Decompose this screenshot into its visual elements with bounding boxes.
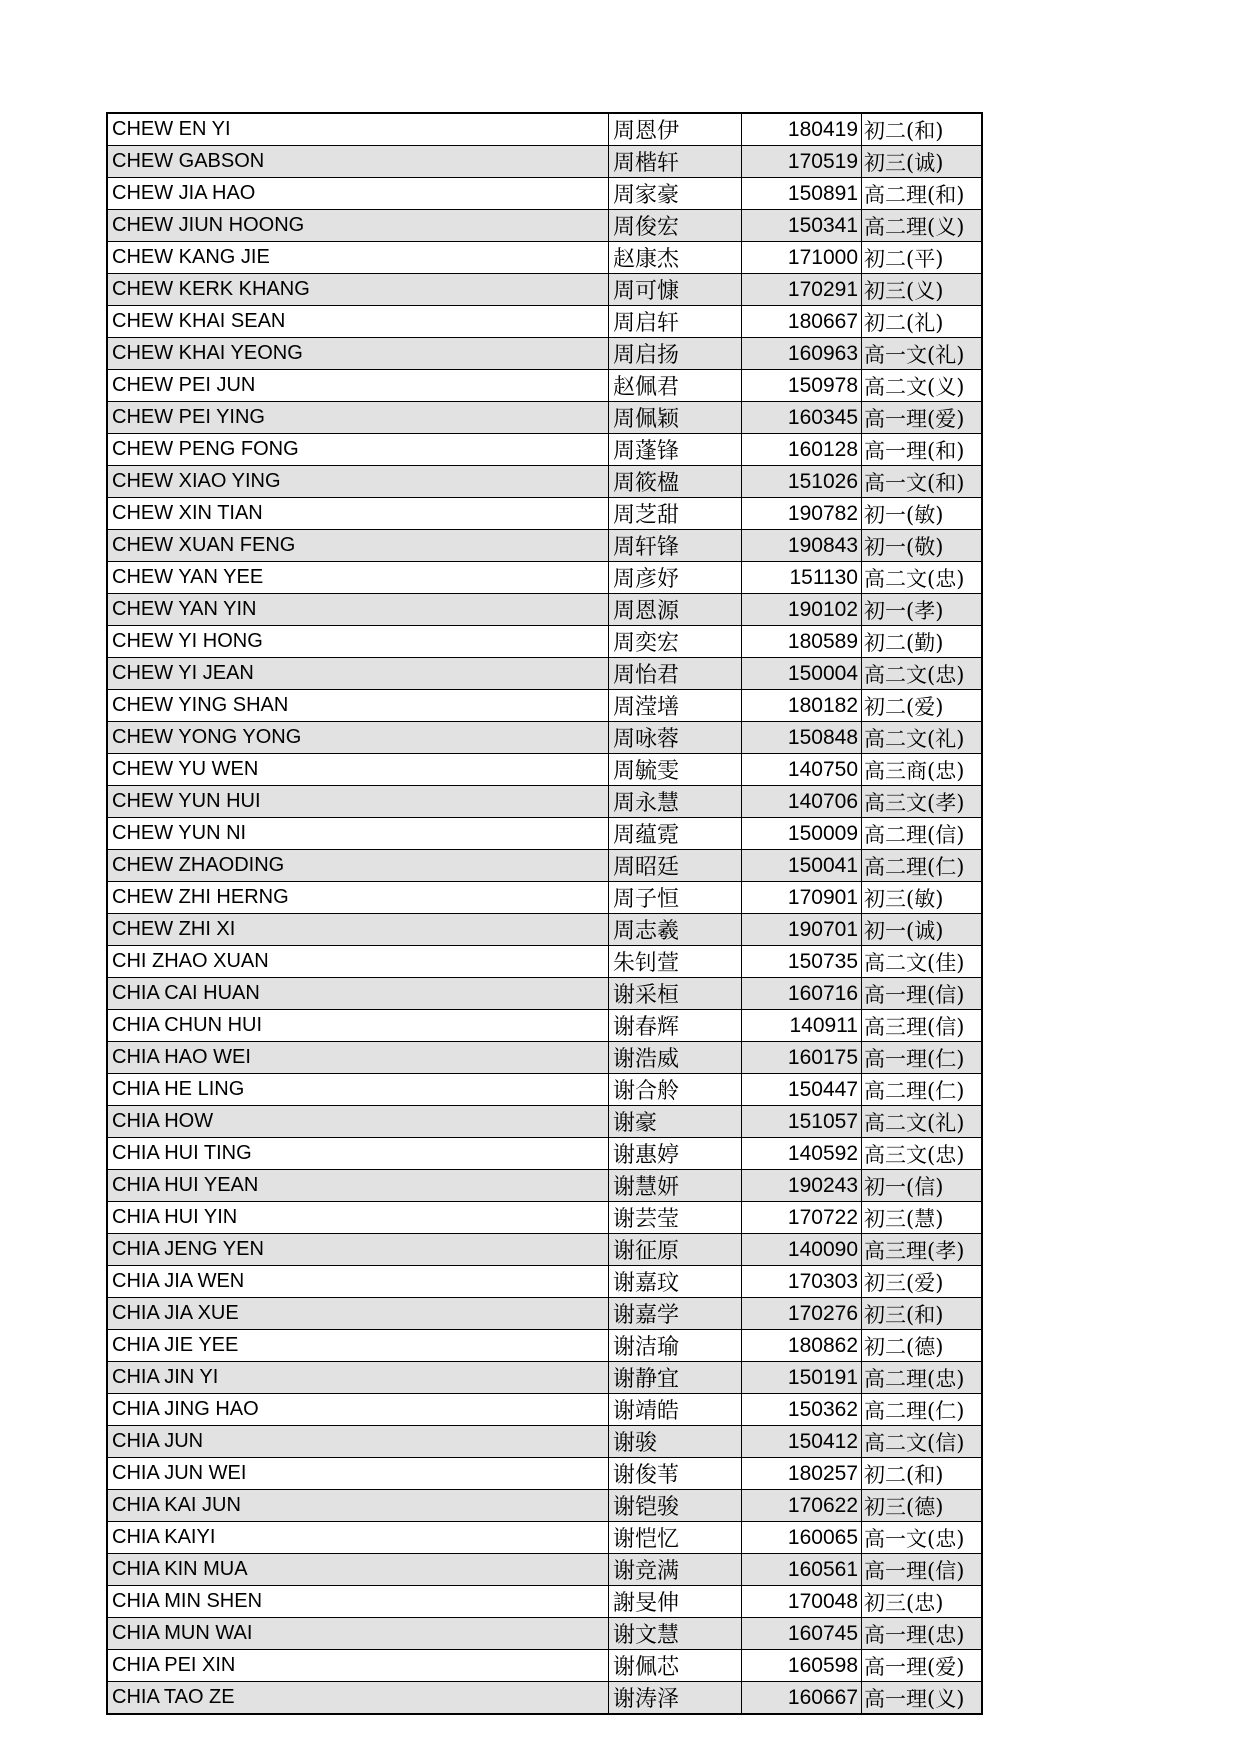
table-row <box>107 594 982 626</box>
student-id-cell: 150848 <box>742 722 862 754</box>
table-row <box>107 1202 982 1234</box>
student-id-cell: 190782 <box>742 498 862 530</box>
table-row <box>107 1650 982 1682</box>
student-id-cell: 170519 <box>742 146 862 178</box>
table-row <box>107 1618 982 1650</box>
student-name-cell: CHIA HUI TING <box>107 1138 609 1170</box>
student-name-cell: CHEW KANG JIE <box>107 242 609 274</box>
student-name-cell: CHIA KIN MUA <box>107 1554 609 1586</box>
student-name-cell: CHIA CHUN HUI <box>107 1010 609 1042</box>
table-row <box>107 274 982 306</box>
student-id-cell: 180419 <box>742 113 862 146</box>
student-id-cell: 180667 <box>742 306 862 338</box>
chinese-name-cell: 周怡君 <box>609 658 742 690</box>
student-name-cell: CHEW ZHI XI <box>107 914 609 946</box>
student-name-cell: CHIA JIN YI <box>107 1362 609 1394</box>
class-cell: 高三文(孝) <box>862 786 983 818</box>
student-name-cell: CHEW KHAI SEAN <box>107 306 609 338</box>
chinese-name-cell: 谢洁瑜 <box>609 1330 742 1362</box>
chinese-name-cell: 谢文慧 <box>609 1618 742 1650</box>
student-id-cell: 180862 <box>742 1330 862 1362</box>
student-id-cell: 170276 <box>742 1298 862 1330</box>
student-name-cell: CHIA HOW <box>107 1106 609 1138</box>
chinese-name-cell: 赵康杰 <box>609 242 742 274</box>
chinese-name-cell: 周蓬锋 <box>609 434 742 466</box>
chinese-name-cell: 周奕宏 <box>609 626 742 658</box>
chinese-name-cell: 周滢墡 <box>609 690 742 722</box>
table-row <box>107 882 982 914</box>
student-name-cell: CHIA JIA WEN <box>107 1266 609 1298</box>
chinese-name-cell: 周昭廷 <box>609 850 742 882</box>
class-cell: 初三(诚) <box>862 146 983 178</box>
class-cell: 高二文(佳) <box>862 946 983 978</box>
student-id-cell: 150009 <box>742 818 862 850</box>
chinese-name-cell: 谢合舲 <box>609 1074 742 1106</box>
student-name-cell: CHEW PEI YING <box>107 402 609 434</box>
student-name-cell: CHEW ZHAODING <box>107 850 609 882</box>
class-cell: 高二理(仁) <box>862 1394 983 1426</box>
student-name-cell: CHEW YU WEN <box>107 754 609 786</box>
student-name-cell: CHIA MIN SHEN <box>107 1586 609 1618</box>
student-name-cell: CHEW YAN YEE <box>107 562 609 594</box>
class-cell: 高二文(忠) <box>862 658 983 690</box>
table-row <box>107 946 982 978</box>
table-row <box>107 1458 982 1490</box>
class-cell: 高二文(礼) <box>862 1106 983 1138</box>
student-id-cell: 190701 <box>742 914 862 946</box>
table-body <box>107 113 982 1714</box>
chinese-name-cell: 谢春辉 <box>609 1010 742 1042</box>
chinese-name-cell: 谢豪 <box>609 1106 742 1138</box>
class-cell: 高三理(信) <box>862 1010 983 1042</box>
table-row <box>107 113 982 146</box>
chinese-name-cell: 周永慧 <box>609 786 742 818</box>
student-name-cell: CHEW YAN YIN <box>107 594 609 626</box>
student-name-cell: CHIA PEI XIN <box>107 1650 609 1682</box>
student-id-cell: 160963 <box>742 338 862 370</box>
class-cell: 初一(敬) <box>862 530 983 562</box>
student-name-cell: CHIA JUN <box>107 1426 609 1458</box>
student-name-cell: CHEW YUN HUI <box>107 786 609 818</box>
table-row <box>107 1266 982 1298</box>
chinese-name-cell: 周轩锋 <box>609 530 742 562</box>
table-row <box>107 690 982 722</box>
student-id-cell: 180589 <box>742 626 862 658</box>
class-cell: 高二理(和) <box>862 178 983 210</box>
class-cell: 初一(诚) <box>862 914 983 946</box>
table-row <box>107 370 982 402</box>
student-id-cell: 150447 <box>742 1074 862 1106</box>
table-row <box>107 1138 982 1170</box>
table-row <box>107 1426 982 1458</box>
chinese-name-cell: 谢芸莹 <box>609 1202 742 1234</box>
chinese-name-cell: 周芝甜 <box>609 498 742 530</box>
student-name-cell: CHEW YUN NI <box>107 818 609 850</box>
chinese-name-cell: 谢靖皓 <box>609 1394 742 1426</box>
student-name-cell: CHEW JIUN HOONG <box>107 210 609 242</box>
chinese-name-cell: 周俊宏 <box>609 210 742 242</box>
student-id-cell: 150412 <box>742 1426 862 1458</box>
class-cell: 初二(勤) <box>862 626 983 658</box>
student-name-cell: CHIA KAI JUN <box>107 1490 609 1522</box>
student-name-cell: CHI ZHAO XUAN <box>107 946 609 978</box>
student-id-cell: 160598 <box>742 1650 862 1682</box>
class-cell: 高一理(义) <box>862 1682 983 1715</box>
chinese-name-cell: 周恩源 <box>609 594 742 626</box>
table-row <box>107 786 982 818</box>
chinese-name-cell: 周彦妤 <box>609 562 742 594</box>
table-row <box>107 466 982 498</box>
table-row <box>107 1298 982 1330</box>
class-cell: 高三理(孝) <box>862 1234 983 1266</box>
student-id-cell: 140592 <box>742 1138 862 1170</box>
class-cell: 初二(德) <box>862 1330 983 1362</box>
chinese-name-cell: 周家豪 <box>609 178 742 210</box>
class-cell: 高一理(和) <box>862 434 983 466</box>
table-row <box>107 1074 982 1106</box>
student-id-cell: 160745 <box>742 1618 862 1650</box>
class-cell: 初二(爱) <box>862 690 983 722</box>
student-name-cell: CHIA JIA XUE <box>107 1298 609 1330</box>
student-id-cell: 150362 <box>742 1394 862 1426</box>
student-id-cell: 171000 <box>742 242 862 274</box>
chinese-name-cell: 谢征原 <box>609 1234 742 1266</box>
student-name-cell: CHIA HUI YIN <box>107 1202 609 1234</box>
table-row <box>107 1682 982 1715</box>
class-cell: 高二理(仁) <box>862 1074 983 1106</box>
table-row <box>107 146 982 178</box>
student-id-cell: 160175 <box>742 1042 862 1074</box>
student-id-cell: 150978 <box>742 370 862 402</box>
student-name-cell: CHEW YONG YONG <box>107 722 609 754</box>
table-row <box>107 1490 982 1522</box>
table-row <box>107 1362 982 1394</box>
class-cell: 高一文(礼) <box>862 338 983 370</box>
chinese-name-cell: 周启轩 <box>609 306 742 338</box>
class-cell: 初三(义) <box>862 274 983 306</box>
table-row <box>107 562 982 594</box>
chinese-name-cell: 周蕴霓 <box>609 818 742 850</box>
table-row <box>107 1234 982 1266</box>
class-cell: 初三(爱) <box>862 1266 983 1298</box>
student-id-cell: 150735 <box>742 946 862 978</box>
class-cell: 高三文(忠) <box>862 1138 983 1170</box>
student-name-cell: CHEW XIAO YING <box>107 466 609 498</box>
table-row <box>107 1010 982 1042</box>
chinese-name-cell: 谢惠婷 <box>609 1138 742 1170</box>
table-row <box>107 242 982 274</box>
student-name-cell: CHEW PENG FONG <box>107 434 609 466</box>
student-name-cell: CHEW EN YI <box>107 113 609 146</box>
student-id-cell: 140706 <box>742 786 862 818</box>
student-id-cell: 150191 <box>742 1362 862 1394</box>
class-cell: 初三(德) <box>862 1490 983 1522</box>
table-row <box>107 1330 982 1362</box>
class-cell: 高一理(信) <box>862 1554 983 1586</box>
table-row <box>107 1106 982 1138</box>
table-row <box>107 1522 982 1554</box>
student-name-cell: CHEW XIN TIAN <box>107 498 609 530</box>
table-row <box>107 754 982 786</box>
chinese-name-cell: 周筱楹 <box>609 466 742 498</box>
class-cell: 初一(孝) <box>862 594 983 626</box>
student-name-cell: CHEW GABSON <box>107 146 609 178</box>
table-row <box>107 626 982 658</box>
chinese-name-cell: 谢铠骏 <box>609 1490 742 1522</box>
chinese-name-cell: 谢俊苇 <box>609 1458 742 1490</box>
student-name-cell: CHIA JING HAO <box>107 1394 609 1426</box>
student-id-cell: 150004 <box>742 658 862 690</box>
table-row <box>107 1394 982 1426</box>
student-name-cell: CHEW YING SHAN <box>107 690 609 722</box>
student-id-cell: 170291 <box>742 274 862 306</box>
table-row <box>107 1042 982 1074</box>
chinese-name-cell: 周毓雯 <box>609 754 742 786</box>
class-cell: 高二文(礼) <box>862 722 983 754</box>
chinese-name-cell: 周子恒 <box>609 882 742 914</box>
chinese-name-cell: 周咏蓉 <box>609 722 742 754</box>
table-row <box>107 818 982 850</box>
class-cell: 高一理(仁) <box>862 1042 983 1074</box>
student-id-cell: 160561 <box>742 1554 862 1586</box>
chinese-name-cell: 周可慷 <box>609 274 742 306</box>
chinese-name-cell: 周志羲 <box>609 914 742 946</box>
student-id-cell: 151057 <box>742 1106 862 1138</box>
student-name-cell: CHIA CAI HUAN <box>107 978 609 1010</box>
class-cell: 高二理(义) <box>862 210 983 242</box>
student-name-cell: CHIA TAO ZE <box>107 1682 609 1715</box>
table-row <box>107 338 982 370</box>
student-id-cell: 170622 <box>742 1490 862 1522</box>
table-row <box>107 210 982 242</box>
student-id-cell: 151026 <box>742 466 862 498</box>
student-id-cell: 150891 <box>742 178 862 210</box>
chinese-name-cell: 谢恺忆 <box>609 1522 742 1554</box>
student-id-cell: 160345 <box>742 402 862 434</box>
class-cell: 初二(礼) <box>862 306 983 338</box>
student-id-cell: 160716 <box>742 978 862 1010</box>
chinese-name-cell: 赵佩君 <box>609 370 742 402</box>
class-cell: 高一理(爱) <box>862 1650 983 1682</box>
student-name-cell: CHEW KERK KHANG <box>107 274 609 306</box>
table-row <box>107 402 982 434</box>
student-id-cell: 160128 <box>742 434 862 466</box>
student-id-cell: 170722 <box>742 1202 862 1234</box>
student-name-cell: CHEW YI JEAN <box>107 658 609 690</box>
student-name-cell: CHIA JUN WEI <box>107 1458 609 1490</box>
student-id-cell: 190243 <box>742 1170 862 1202</box>
table-row <box>107 978 982 1010</box>
student-id-cell: 160667 <box>742 1682 862 1715</box>
student-id-cell: 140750 <box>742 754 862 786</box>
student-id-cell: 180257 <box>742 1458 862 1490</box>
table-row <box>107 498 982 530</box>
chinese-name-cell: 谢骏 <box>609 1426 742 1458</box>
student-id-cell: 190843 <box>742 530 862 562</box>
student-name-cell: CHIA MUN WAI <box>107 1618 609 1650</box>
chinese-name-cell: 谢采桓 <box>609 978 742 1010</box>
class-cell: 初三(敏) <box>862 882 983 914</box>
student-name-cell: CHEW JIA HAO <box>107 178 609 210</box>
table-row <box>107 1554 982 1586</box>
table-row <box>107 722 982 754</box>
table-row <box>107 1170 982 1202</box>
class-cell: 初三(忠) <box>862 1586 983 1618</box>
chinese-name-cell: 周启扬 <box>609 338 742 370</box>
student-name-cell: CHEW YI HONG <box>107 626 609 658</box>
chinese-name-cell: 周恩伊 <box>609 113 742 146</box>
chinese-name-cell: 谢竞满 <box>609 1554 742 1586</box>
class-cell: 高一文(忠) <box>862 1522 983 1554</box>
student-name-cell: CHIA JIE YEE <box>107 1330 609 1362</box>
student-id-cell: 140090 <box>742 1234 862 1266</box>
class-cell: 初三(慧) <box>862 1202 983 1234</box>
class-cell: 初一(信) <box>862 1170 983 1202</box>
class-cell: 高三商(忠) <box>862 754 983 786</box>
class-cell: 高二理(仁) <box>862 850 983 882</box>
chinese-name-cell: 谢嘉学 <box>609 1298 742 1330</box>
class-cell: 高二理(忠) <box>862 1362 983 1394</box>
class-cell: 高二理(信) <box>862 818 983 850</box>
student-name-cell: CHIA HAO WEI <box>107 1042 609 1074</box>
class-cell: 高一理(忠) <box>862 1618 983 1650</box>
chinese-name-cell: 朱钊萱 <box>609 946 742 978</box>
student-id-cell: 150341 <box>742 210 862 242</box>
student-name-cell: CHEW ZHI HERNG <box>107 882 609 914</box>
chinese-name-cell: 谢慧妍 <box>609 1170 742 1202</box>
student-name-cell: CHIA KAIYI <box>107 1522 609 1554</box>
chinese-name-cell: 谢涛泽 <box>609 1682 742 1715</box>
student-id-cell: 170303 <box>742 1266 862 1298</box>
student-name-cell: CHEW KHAI YEONG <box>107 338 609 370</box>
chinese-name-cell: 谢嘉玟 <box>609 1266 742 1298</box>
class-cell: 初二(和) <box>862 113 983 146</box>
table-row <box>107 1586 982 1618</box>
student-id-cell: 160065 <box>742 1522 862 1554</box>
class-cell: 初二(平) <box>862 242 983 274</box>
table-row <box>107 850 982 882</box>
class-cell: 高二文(信) <box>862 1426 983 1458</box>
student-name-cell: CHIA HUI YEAN <box>107 1170 609 1202</box>
student-id-cell: 140911 <box>742 1010 862 1042</box>
class-cell: 高一理(爱) <box>862 402 983 434</box>
table-row <box>107 434 982 466</box>
chinese-name-cell: 谢浩威 <box>609 1042 742 1074</box>
student-table <box>106 112 983 1715</box>
class-cell: 高二文(义) <box>862 370 983 402</box>
student-id-cell: 170048 <box>742 1586 862 1618</box>
student-name-cell: CHIA JENG YEN <box>107 1234 609 1266</box>
table-row <box>107 530 982 562</box>
table-row <box>107 658 982 690</box>
student-name-cell: CHEW PEI JUN <box>107 370 609 402</box>
student-id-cell: 151130 <box>742 562 862 594</box>
chinese-name-cell: 谢静宜 <box>609 1362 742 1394</box>
student-id-cell: 150041 <box>742 850 862 882</box>
class-cell: 高一理(信) <box>862 978 983 1010</box>
class-cell: 初二(和) <box>862 1458 983 1490</box>
class-cell: 初三(和) <box>862 1298 983 1330</box>
student-name-cell: CHEW XUAN FENG <box>107 530 609 562</box>
chinese-name-cell: 谢佩芯 <box>609 1650 742 1682</box>
chinese-name-cell: 謝旻伸 <box>609 1586 742 1618</box>
student-name-cell: CHIA HE LING <box>107 1074 609 1106</box>
table-row <box>107 178 982 210</box>
chinese-name-cell: 周佩颖 <box>609 402 742 434</box>
student-id-cell: 190102 <box>742 594 862 626</box>
student-id-cell: 180182 <box>742 690 862 722</box>
class-cell: 高二文(忠) <box>862 562 983 594</box>
class-cell: 高一文(和) <box>862 466 983 498</box>
class-cell: 初一(敏) <box>862 498 983 530</box>
chinese-name-cell: 周楷轩 <box>609 146 742 178</box>
table-row <box>107 306 982 338</box>
student-id-cell: 170901 <box>742 882 862 914</box>
table-row <box>107 914 982 946</box>
